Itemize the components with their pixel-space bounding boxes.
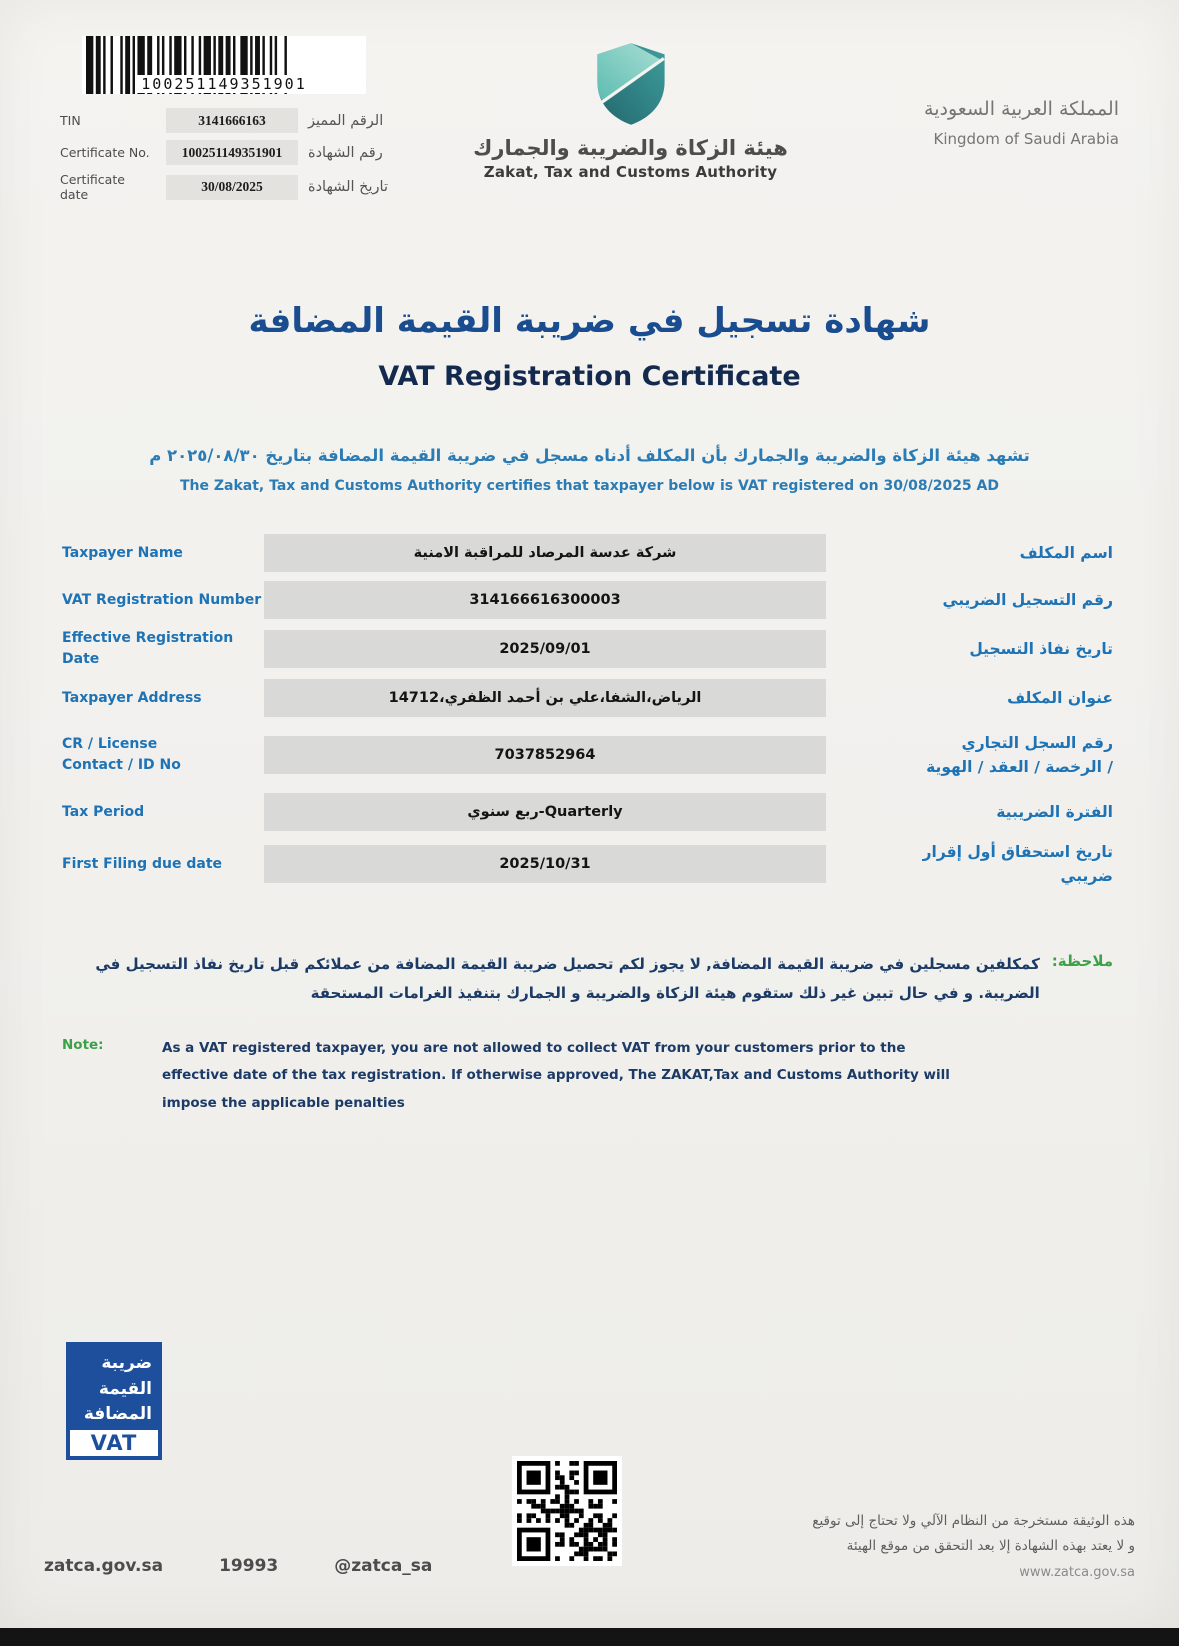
footer-disclaimer: [812, 1509, 1135, 1580]
certificate-date-label-ar: تاريخ الشهادة: [308, 179, 388, 195]
field-row-effective-date: [62, 628, 1113, 670]
cr-license-label-en-line2: Contact / ID No: [62, 757, 181, 773]
field-row-taxpayer-name: [62, 534, 1113, 572]
vat-number-label-ar: رقم التسجيل الضريبي: [942, 590, 1113, 609]
cr-license-label-ar: [926, 731, 1113, 779]
first-filing-label-en: First Filing due date: [62, 855, 223, 872]
certificate-no-value: 100251149351901: [166, 140, 298, 165]
taxpayer-address-value: الرياض،الشفا،علي بن أحمد الظفري،14712: [264, 679, 826, 717]
meta-row-tin: [60, 108, 432, 133]
kingdom-block: [829, 36, 1119, 209]
authority-name-ar: هيئة الزكاة والضريبة والجمارك: [473, 136, 788, 160]
taxpayer-name-label-ar: اسم المكلف: [1019, 543, 1113, 562]
header-left-block: [60, 36, 432, 209]
vat-logo-line3: المضافة: [83, 1404, 152, 1424]
disclaimer-line1-ar: هذه الوثيقة مستخرجة من النظام الآلي ولا تحتاج إلى توقيع: [812, 1513, 1135, 1530]
header: [0, 0, 1179, 209]
cr-license-label-ar-line2: / الرخصة / العقد / الهوية: [926, 758, 1113, 776]
taxpayer-name-label-en: Taxpayer Name: [62, 544, 183, 561]
vat-logo-vat-text: VAT: [90, 1430, 138, 1455]
fields-table: [62, 534, 1113, 888]
barcode: [82, 36, 366, 94]
certificate-no-label-en: Certificate No.: [60, 145, 150, 160]
field-row-taxpayer-address: [62, 679, 1113, 717]
vat-logo: [66, 1342, 162, 1460]
certification-statement-en: The Zakat, Tax and Customs Authority certifies that taxpayer below is VAT registered on 30/08/2025 AD: [179, 478, 1000, 494]
taxpayer-name-value: شركة عدسة المرصاد للمراقبة الامنية: [264, 534, 826, 572]
authority-block: [432, 36, 829, 209]
field-row-vat-number: [62, 581, 1113, 619]
meta-row-certificate-date: [60, 172, 432, 202]
authority-name-en: Zakat, Tax and Customs Authority: [483, 163, 778, 181]
qr-code: [512, 1456, 622, 1566]
note-label-en: Note:: [62, 1036, 104, 1053]
vat-logo-strip: [70, 1430, 158, 1457]
cr-license-label-en-line1: CR / License: [62, 736, 158, 752]
note-section: [62, 950, 1113, 1118]
certificate-title-ar: شهادة تسجيل في ضريبة القيمة المضافة: [248, 301, 931, 341]
first-filing-value: 2025/10/31: [264, 845, 826, 883]
footer-phone: 19993: [219, 1556, 279, 1576]
tin-label-ar: الرقم المميز: [308, 112, 384, 129]
cr-license-value: 7037852964: [264, 736, 826, 774]
effective-date-label-en: Effective Registration Date: [62, 630, 234, 667]
qr-code-image: [517, 1461, 617, 1561]
tax-period-label-en: Tax Period: [62, 803, 145, 820]
certificate-date-label-en: Certificate date: [60, 172, 125, 202]
taxpayer-address-label-en: Taxpayer Address: [62, 689, 202, 706]
first-filing-label-ar-line1: تاريخ استحقاق أول إقرار: [922, 843, 1113, 861]
footer-contact-row: [44, 1556, 432, 1576]
cr-license-label-ar-line1: رقم السجل التجاري: [961, 733, 1113, 752]
disclaimer-line2-ar: و لا يعتد بهذه الشهادة إلا بعد التحقق من موقع الهيئة: [846, 1538, 1135, 1555]
field-row-tax-period: [62, 793, 1113, 831]
tax-period-label-ar: الفترة الضريبية: [996, 802, 1113, 821]
vat-number-label-en: VAT Registration Number: [62, 591, 262, 608]
taxpayer-address-label-ar: عنوان المكلف: [1007, 688, 1113, 707]
note-text-en: As a VAT registered taxpayer, you are not allowed to collect VAT from your customers prior to the effective date of the tax registration. If otherwise approved, The ZAKAT,Tax and Customs Authority will impose the applicable penalties: [162, 1039, 950, 1111]
note-english: [62, 1035, 1113, 1118]
vat-logo-line1: ضريبة: [101, 1353, 152, 1373]
certification-statement-ar: تشهد هيئة الزكاة والضريبة والجمارك بأن المكلف أدناه مسجل في ضريبة القيمة المضافة بتاريخ ٢٠٢٥/٠٨/٣٠ م: [149, 446, 1030, 465]
disclaimer-url: www.zatca.gov.sa: [1019, 1565, 1135, 1580]
note-text-ar: كمكلفين مسجلين في ضريبة القيمة المضافة, لا يجوز لكم تحصيل ضريبة القيمة المضافة من عملائكم قبل تاريخ نفاذ التسجيل في الضريبة. و في حال تبين غير ذلك ستقوم هيئة الزكاة والضريبة و الجمارك بتنفيذ الغرامات المستحقة: [95, 955, 1040, 1003]
kingdom-name-ar: المملكة العربية السعودية: [924, 98, 1119, 120]
certificate-title-en: VAT Registration Certificate: [378, 361, 801, 392]
field-row-cr-license: [62, 726, 1113, 784]
vat-logo-arabic-text: [66, 1342, 162, 1430]
effective-date-value: 2025/09/01: [264, 630, 826, 668]
meta-row-certificate-no: [60, 140, 432, 165]
cr-license-label-en: [62, 734, 264, 776]
barcode-number: 100251149351901: [136, 75, 311, 93]
tin-value: 3141666163: [166, 108, 298, 133]
certificate-no-label-ar: رقم الشهادة: [308, 144, 383, 161]
footer-social-handle: @zatca_sa: [334, 1556, 433, 1576]
vat-logo-line2: القيمة: [98, 1378, 152, 1399]
first-filing-label-ar: [923, 840, 1113, 888]
first-filing-label-ar-line2: ضريبي: [1060, 867, 1113, 886]
field-row-first-filing: [62, 840, 1113, 888]
tin-label-en: TIN: [60, 113, 81, 128]
footer-website: zatca.gov.sa: [44, 1556, 164, 1576]
zatca-shield-logo-icon: [591, 40, 671, 128]
kingdom-name-en: Kingdom of Saudi Arabia: [933, 130, 1119, 148]
certificate-date-value: 30/08/2025: [166, 175, 298, 200]
note-arabic: [62, 950, 1113, 1009]
note-label-ar: ملاحظة:: [1051, 952, 1113, 971]
vat-number-value: 314166616300003: [264, 581, 826, 619]
tax-period-value: ربع سنوي-Quarterly: [264, 793, 826, 831]
effective-date-label-ar: تاريخ نفاذ التسجيل: [969, 639, 1113, 658]
certificate-meta: [60, 108, 432, 202]
